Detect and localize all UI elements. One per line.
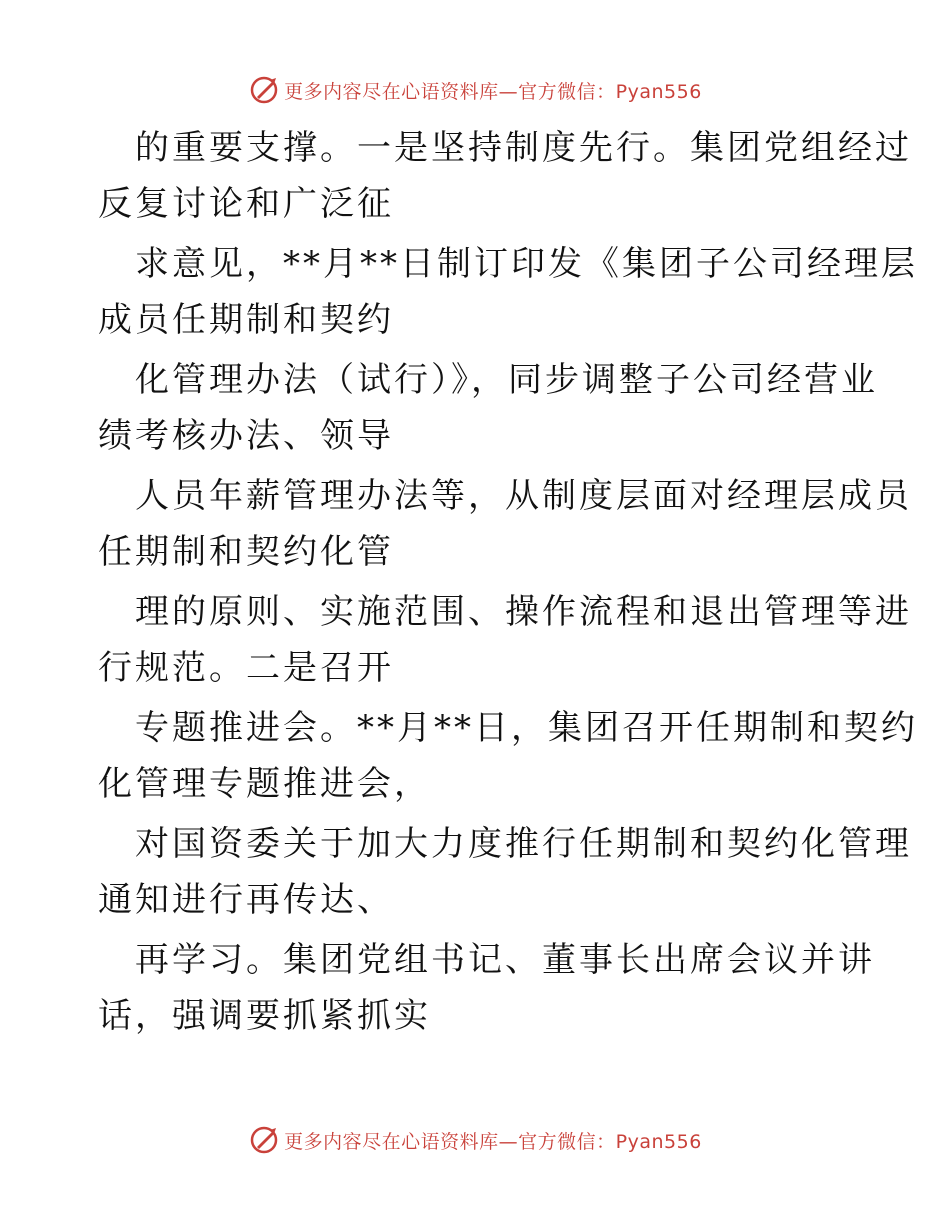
paragraph-line: 人员年薪管理办法等，从制度层面对经理层成员	[135, 476, 912, 516]
paragraph-line: 化管理专题推进会，	[98, 764, 431, 804]
header-watermark-banner	[0, 70, 950, 110]
quill-pen-logo-icon	[248, 74, 280, 106]
paragraph-line: 行规范。二是召开	[98, 648, 394, 688]
watermark-text: 更多内容尽在心语资料库—官方微信：Pyan556	[284, 1130, 702, 1153]
footer-watermark-banner	[0, 1120, 950, 1160]
paragraph-line: 任期制和契约化管	[98, 532, 394, 572]
paragraph-line: 话，强调要抓紧抓实	[98, 996, 431, 1036]
paragraph-line: 对国资委关于加大力度推行任期制和契约化管理	[135, 824, 912, 864]
paragraph-line: 化管理办法（试行）》，同步调整子公司经营业	[135, 360, 878, 400]
paragraph-line: 专题推进会。**月**日，集团召开任期制和契约	[135, 708, 918, 748]
paragraph-line: 绩考核办法、领导	[98, 416, 394, 456]
watermark-text: 更多内容尽在心语资料库—官方微信：Pyan556	[284, 80, 702, 103]
paragraph-line: 通知进行再传达、	[98, 880, 394, 920]
paragraph-line: 求意见，**月**日制订印发《集团子公司经理层	[135, 244, 918, 284]
paragraph-line: 理的原则、实施范围、操作流程和退出管理等进	[135, 592, 912, 632]
paragraph-line: 的重要支撑。一是坚持制度先行。集团党组经过	[135, 128, 912, 168]
paragraph-line: 成员任期制和契约	[98, 300, 394, 340]
paragraph-line: 再学习。集团党组书记、董事长出席会议并讲	[135, 940, 875, 980]
paragraph-line: 反复讨论和广泛征	[98, 184, 394, 224]
quill-pen-logo-icon	[248, 1124, 280, 1156]
